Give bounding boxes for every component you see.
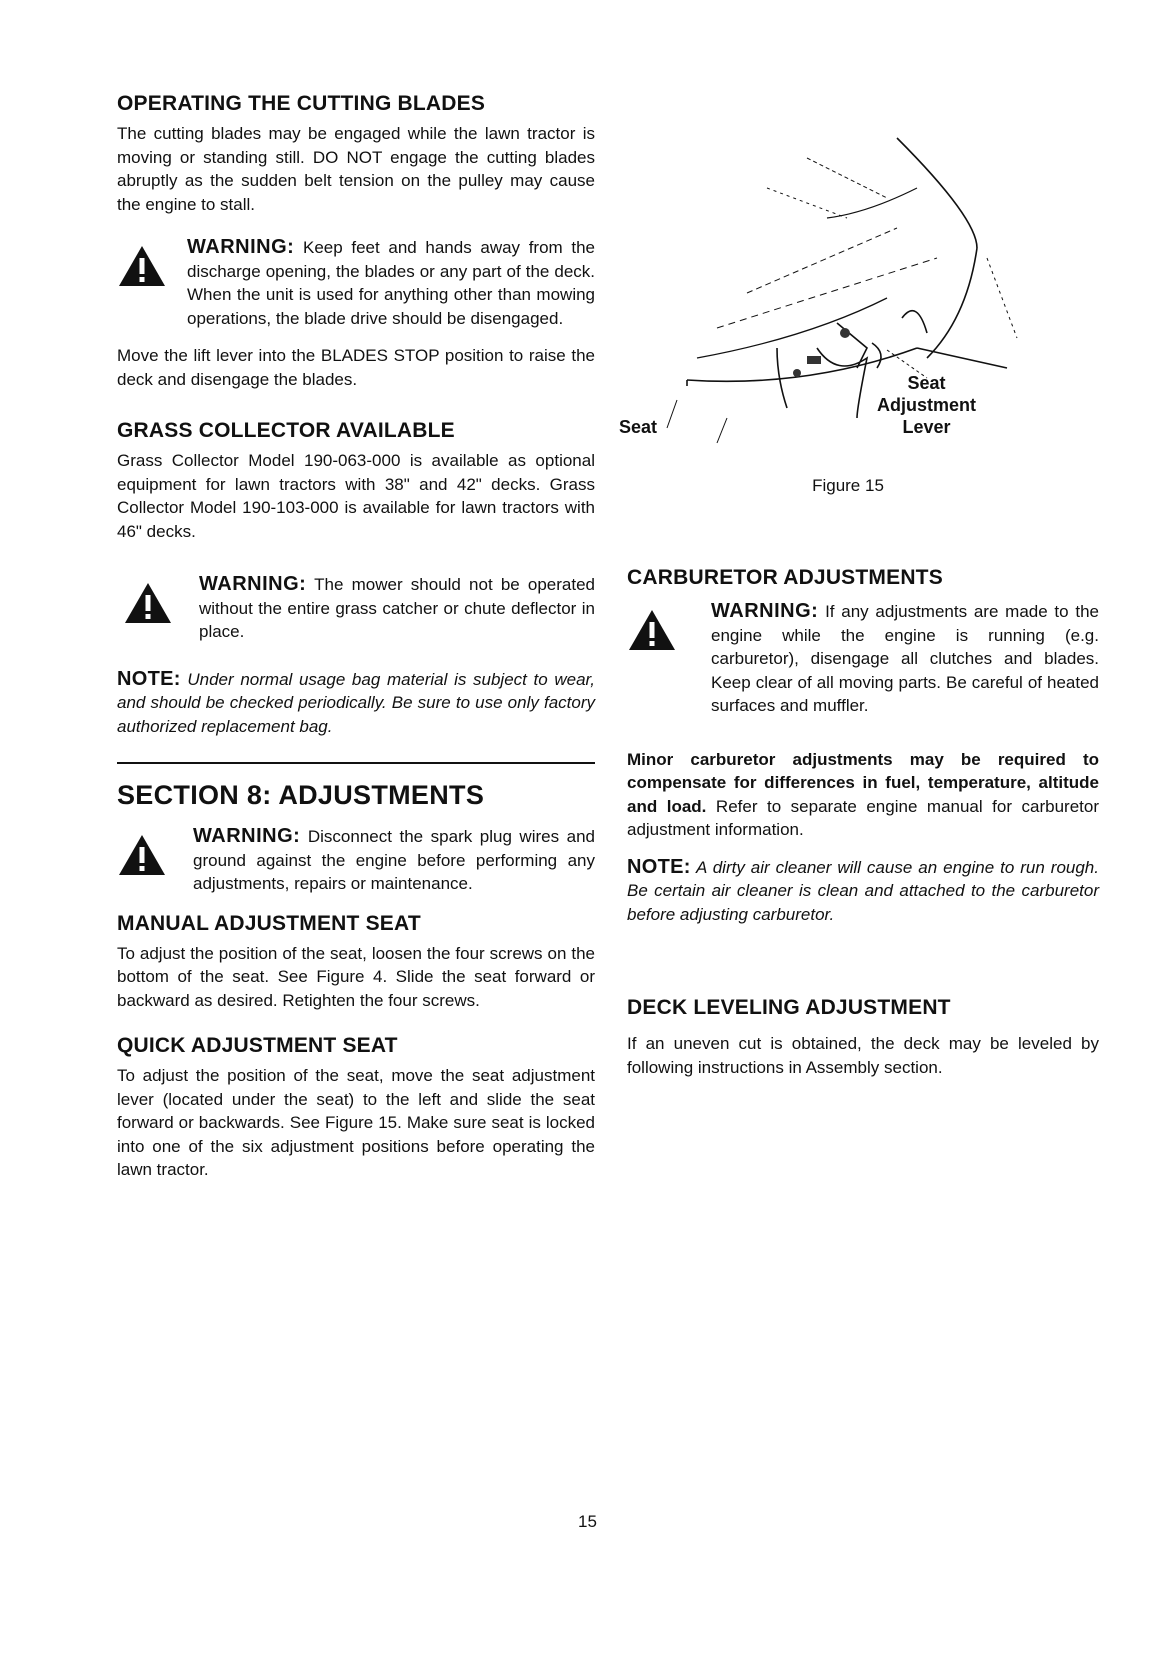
heading-deck-leveling: DECK LEVELING ADJUSTMENT xyxy=(627,996,951,1019)
heading-carburetor: CARBURETOR ADJUSTMENTS xyxy=(627,566,943,589)
seat-illustration xyxy=(627,118,1099,464)
operating-blades-para: The cutting blades may be engaged while the lawn tractor is moving or standing still. DO NOT engage the cutting blades abruptly as the sudden belt tension on the pulley may cause the engine to stall. xyxy=(117,124,595,214)
quick-seat-para: To adjust the position of the seat, move the seat adjustment lever (located under the seat) to the left and slide the seat forward or backwards. See Figure 15. Make sure seat is locked into one of the six adjustment positions before operating the lawn tractor. xyxy=(117,1066,595,1179)
heading-operating-blades: OPERATING THE CUTTING BLADES xyxy=(117,92,486,115)
carburetor-plain-text: Refer to separate engine manual for carburetor adjustment information. xyxy=(627,796,1099,839)
warning-grass-collector xyxy=(117,573,595,644)
grass-collector-para: Grass Collector Model 190-063-000 is available as optional equipment for lawn tractors with 38" and 42" decks. Grass Collector Model 190-103-000 is available for lawn tractors with 46" decks. xyxy=(117,451,595,541)
warning-triangle-icon xyxy=(117,825,193,877)
note-text: Under normal usage bag material is subject to wear, and should be checked periodically. Be sure to use only factory authorized replacement bag. xyxy=(117,669,595,736)
warning-operating-blades xyxy=(117,236,595,330)
heading-grass-collector: GRASS COLLECTOR AVAILABLE xyxy=(117,419,455,442)
warning-carburetor xyxy=(627,600,1099,718)
warning-triangle-icon xyxy=(117,236,187,288)
figure-caption: Figure 15 xyxy=(812,476,884,495)
warning-text: Disconnect the spark plug wires and ground against the engine before performing any adjustments, repairs or maintenance. xyxy=(193,827,595,893)
heading-manual-seat: MANUAL ADJUSTMENT SEAT xyxy=(117,911,421,935)
right-column xyxy=(619,118,1099,1079)
warning-triangle-icon xyxy=(627,600,711,652)
carburetor-para xyxy=(627,748,1099,842)
note-label: NOTE: xyxy=(117,667,181,690)
note-text: A dirty air cleaner will cause an engine to run rough. Be certain air cleaner is clean and attached to the carburetor before adjusting carburetor. xyxy=(627,857,1099,924)
warning-section-8 xyxy=(117,825,595,896)
manual-seat-para: To adjust the position of the seat, loosen the four screws on the bottom of the seat. See Figure 4. Slide the seat forward or backward as desired. Retighten the four screws. xyxy=(117,943,595,1010)
lift-lever-para: Move the lift lever into the BLADES STOP position to raise the deck and disengage the blades. xyxy=(117,346,595,389)
figure-label-seat-adjustment-lever: Seat Adjustment Lever xyxy=(877,373,976,437)
figure-label-seat: Seat xyxy=(619,417,658,437)
carburetor-note xyxy=(627,856,1099,927)
warning-triangle-icon xyxy=(117,573,199,625)
section-divider xyxy=(117,762,595,764)
warning-text: Keep feet and hands away from the discharge opening, the blades or any part of the deck. When the unit is used for anything other than mowing operations, the blade drive should be disengaged. xyxy=(187,238,595,328)
grass-note xyxy=(117,668,595,739)
warning-label: WARNING: xyxy=(199,573,307,595)
left-column xyxy=(117,92,595,1182)
page-number: 15 xyxy=(578,1512,597,1531)
deck-leveling-para: If an uneven cut is obtained, the deck may be leveled by following instructions in Assembly section. xyxy=(627,1034,1099,1077)
warning-text: If any adjustments are made to the engine while the engine is running (e.g. carburetor), disengage all clutches and blades. Keep clear of all moving parts. Be careful of heated surfaces and muffler. xyxy=(711,602,1099,715)
warning-label: WARNING: xyxy=(711,600,819,622)
warning-label: WARNING: xyxy=(187,236,295,258)
warning-text: The mower should not be operated without the entire grass catcher or chute deflector in place. xyxy=(199,575,595,641)
heading-section-8: SECTION 8: ADJUSTMENTS xyxy=(117,780,485,810)
heading-quick-seat: QUICK ADJUSTMENT SEAT xyxy=(117,1034,398,1057)
warning-label: WARNING: xyxy=(193,825,301,847)
note-label: NOTE: xyxy=(627,855,691,878)
carburetor-bold-text: Minor carburetor adjustments may be required to compensate for differences in fuel, temperature, altitude and load. xyxy=(627,749,1099,816)
figure-15 xyxy=(619,118,1099,464)
